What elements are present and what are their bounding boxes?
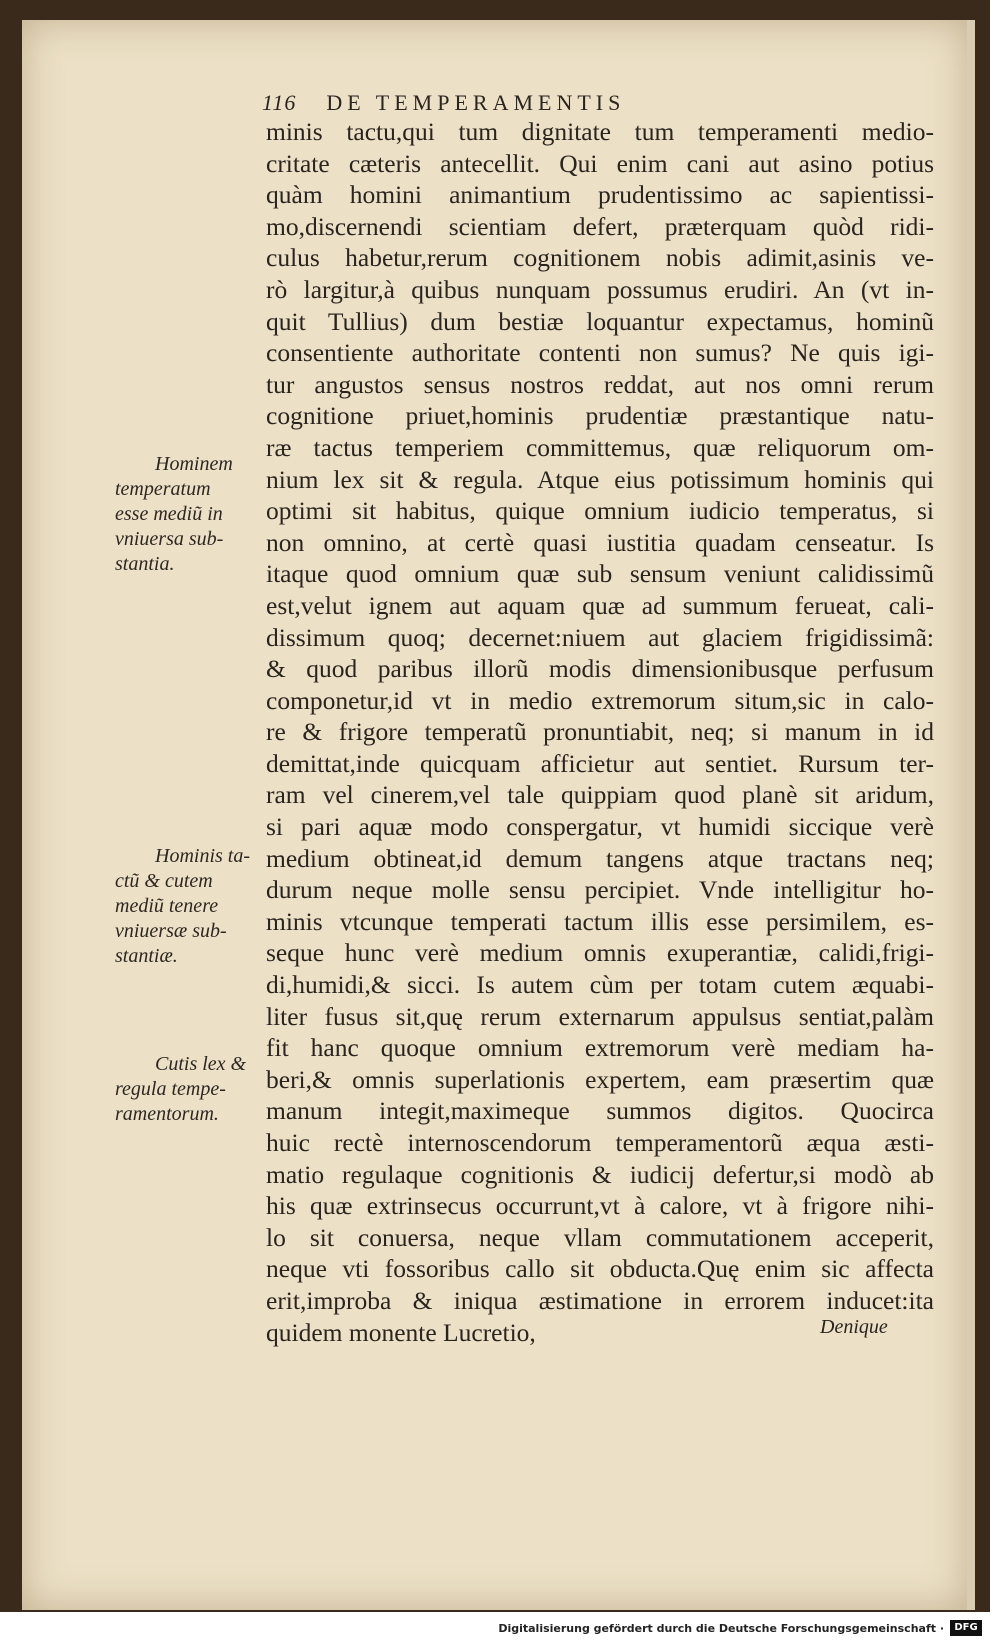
text-line: & quod paribus illorũ modis dimensionibusque perfusum — [266, 654, 934, 684]
text-line: componetur,id vt in medio extremorum situm,sic in calo- — [266, 685, 934, 715]
text-line: ram vel cinerem,vel tale quippiam quod planè sit aridum, — [266, 780, 934, 810]
text-line: nium lex sit & regula. Atque eius potissimum hominis qui — [266, 464, 934, 494]
text-line: quàm homini animantium prudentissimo ac sapientissi- — [266, 180, 934, 210]
text-line: ræ tactus temperiem committemus, quæ reliquorum om- — [266, 432, 934, 462]
margin-note-3 — [115, 1052, 265, 1127]
page-number: 116 — [262, 90, 297, 115]
text-line: est,velut ignem aut aquam quæ ad summum ferueat, cali- — [266, 590, 934, 620]
text-line: demittat,inde quicquam afficietur aut sentiet. Rursum ter- — [266, 748, 934, 778]
margin-note-line: mediũ tenere — [115, 895, 219, 917]
text-line: quit Tullius) dum bestiæ loquantur expectamus, hominũ — [266, 306, 934, 336]
margin-note-2 — [115, 844, 265, 969]
margin-note-line: Hominem — [155, 453, 233, 475]
page-edge — [967, 20, 975, 1610]
text-line: neque vti fossoribus callo sit obducta.Quę enim sic affecta — [266, 1254, 934, 1284]
margin-note-1 — [115, 452, 265, 577]
text-line: tur angustos sensus nostros reddat, aut nos omni rerum — [266, 369, 934, 399]
catchword: Denique — [820, 1316, 888, 1338]
dfg-logo: DFG — [950, 1620, 982, 1636]
text-line: di,humidi,& sicci. Is autem cùm per totam cutem æquabi- — [266, 970, 934, 1000]
text-line: itaque quod omnium quæ sub sensum veniunt calidissimũ — [266, 559, 934, 589]
text-line: fit hanc quoque omnium extremorum verè mediam ha- — [266, 1033, 934, 1063]
text-line: minis tactu,qui tum dignitate tum temperamenti medio- — [266, 117, 934, 146]
margin-note-line: Cutis lex & — [155, 1053, 247, 1075]
margin-note-line: stantiæ. — [115, 945, 178, 967]
margin-note-line: temperatum — [115, 478, 211, 500]
text-line: manum integit,maximeque summos digitos. Quocirca — [266, 1096, 934, 1126]
text-line: his quæ extrinsecus occurrunt,vt à calore, vt à frigore nihi- — [266, 1191, 934, 1221]
text-line: critate cæteris antecellit. Qui enim cani aut asino potius — [266, 148, 934, 178]
text-line: optimi sit habitus, quique omnium iudicio temperatus, si — [266, 496, 934, 526]
text-line: matio regulaque cognitionis & iudicij defertur,si modò ab — [266, 1159, 934, 1189]
text-line: beri,& omnis superlationis expertem, eam præsertim quæ — [266, 1064, 934, 1094]
text-line: minis vtcunque temperati tactum illis esse persimilem, es- — [266, 906, 934, 936]
text-line: erit,improba & iniqua æstimatione in errorem inducet:ita — [266, 1285, 934, 1315]
text-line: huic rectè internoscendorum temperamentorũ æqua æsti- — [266, 1128, 934, 1157]
text-line: cognitione priuet,hominis prudentiæ præstantique natu- — [266, 401, 934, 431]
text-line: liter fusus sit,quę rerum externarum appulsus sentiat,palàm — [266, 1001, 934, 1031]
margin-note-line: vniuersa sub- — [115, 528, 224, 550]
text-line: seque hunc verè medium omnis exuperantiæ, calidi,frigi- — [266, 938, 934, 968]
text-line: dissimum quoq; decernet:niuem aut glaciem frigidissimã: — [266, 622, 934, 652]
text-line: si pari aquæ modo conspergatur, vt humidi siccique verè — [266, 812, 934, 842]
margin-note-line: ctũ & cutem — [115, 870, 213, 892]
body-text — [266, 116, 934, 1348]
margin-note-line: ramentorum. — [115, 1103, 219, 1125]
text-line: re & frigore temperatũ pronuntiabit, neq; si manum in id — [266, 717, 934, 747]
text-line: quidem monente Lucretio, — [266, 1317, 536, 1347]
text-line: mo,discernendi scientiam defert, præterquam quòd ridi- — [266, 211, 934, 241]
text-line: rò largitur,à quibus nunquam possumus erudiri. An (vt in- — [266, 274, 934, 304]
margin-note-line: Hominis ta- — [155, 845, 250, 867]
text-line: lo sit conuersa, neque vllam commutationem acceperit, — [266, 1222, 934, 1252]
text-line: consentiente authoritate contenti non sumus? Ne quis igi- — [266, 338, 934, 368]
text-line: culus habetur,rerum cognitionem nobis adimit,asinis ve- — [266, 243, 934, 273]
running-head — [262, 90, 942, 116]
margin-note-line: vniuersæ sub- — [115, 920, 227, 942]
text-line: durum neque molle sensu percipiet. Vnde intelligitur ho- — [266, 875, 934, 905]
footer-credit: Digitalisierung gefördert durch die Deutsche Forschungsgemeinschaft · — [498, 1622, 944, 1635]
margin-note-line: stantia. — [115, 553, 175, 575]
text-line: medium obtineat,id demum tangens atque tractans neq; — [266, 843, 934, 873]
running-title: DE TEMPERAMENTIS — [326, 90, 626, 115]
margin-note-line: regula tempe- — [115, 1078, 226, 1100]
text-line: non omnino, at certè quasi iustitia quadam censeatur. Is — [266, 527, 934, 557]
margin-note-line: esse mediũ in — [115, 503, 223, 525]
